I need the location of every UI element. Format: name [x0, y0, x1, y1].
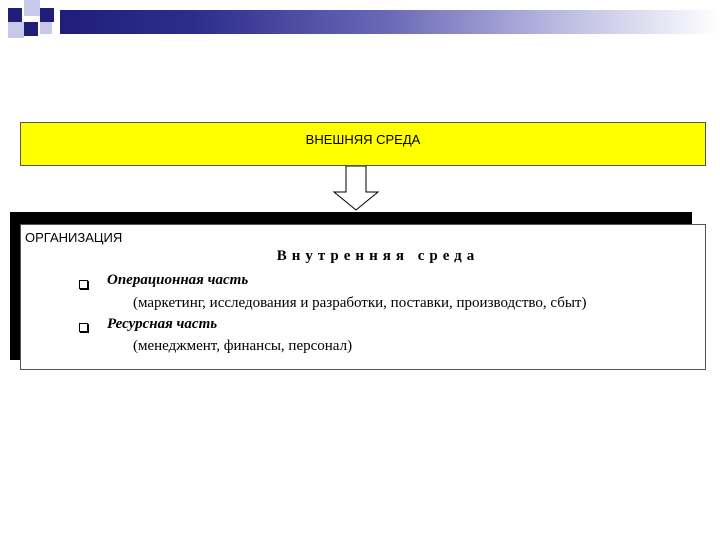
external-environment-label: ВНЕШНЯЯ СРЕДА	[305, 132, 421, 147]
external-environment-box	[20, 122, 706, 166]
organization-box	[20, 224, 706, 370]
decorative-square	[40, 22, 52, 34]
decorative-banner	[60, 10, 720, 34]
internal-environment-title: Внутренняя среда	[276, 248, 480, 264]
item-title: Ресурсная часть	[107, 316, 218, 332]
square-bullet-icon	[79, 280, 88, 289]
organization-label: ОРГАНИЗАЦИЯ	[25, 230, 123, 245]
decorative-square	[24, 0, 40, 16]
item-detail: (маркетинг, исследования и разработки, поставки, производство, сбыт)	[133, 295, 587, 311]
decorative-square	[8, 8, 22, 22]
item-detail: (менеджмент, финансы, персонал)	[133, 338, 353, 354]
square-bullet-icon	[79, 323, 88, 332]
decorative-square	[40, 8, 54, 22]
decorative-square	[8, 22, 24, 38]
item-title: Операционная часть	[107, 272, 249, 288]
decorative-square	[24, 22, 38, 36]
down-arrow-icon	[330, 166, 382, 212]
